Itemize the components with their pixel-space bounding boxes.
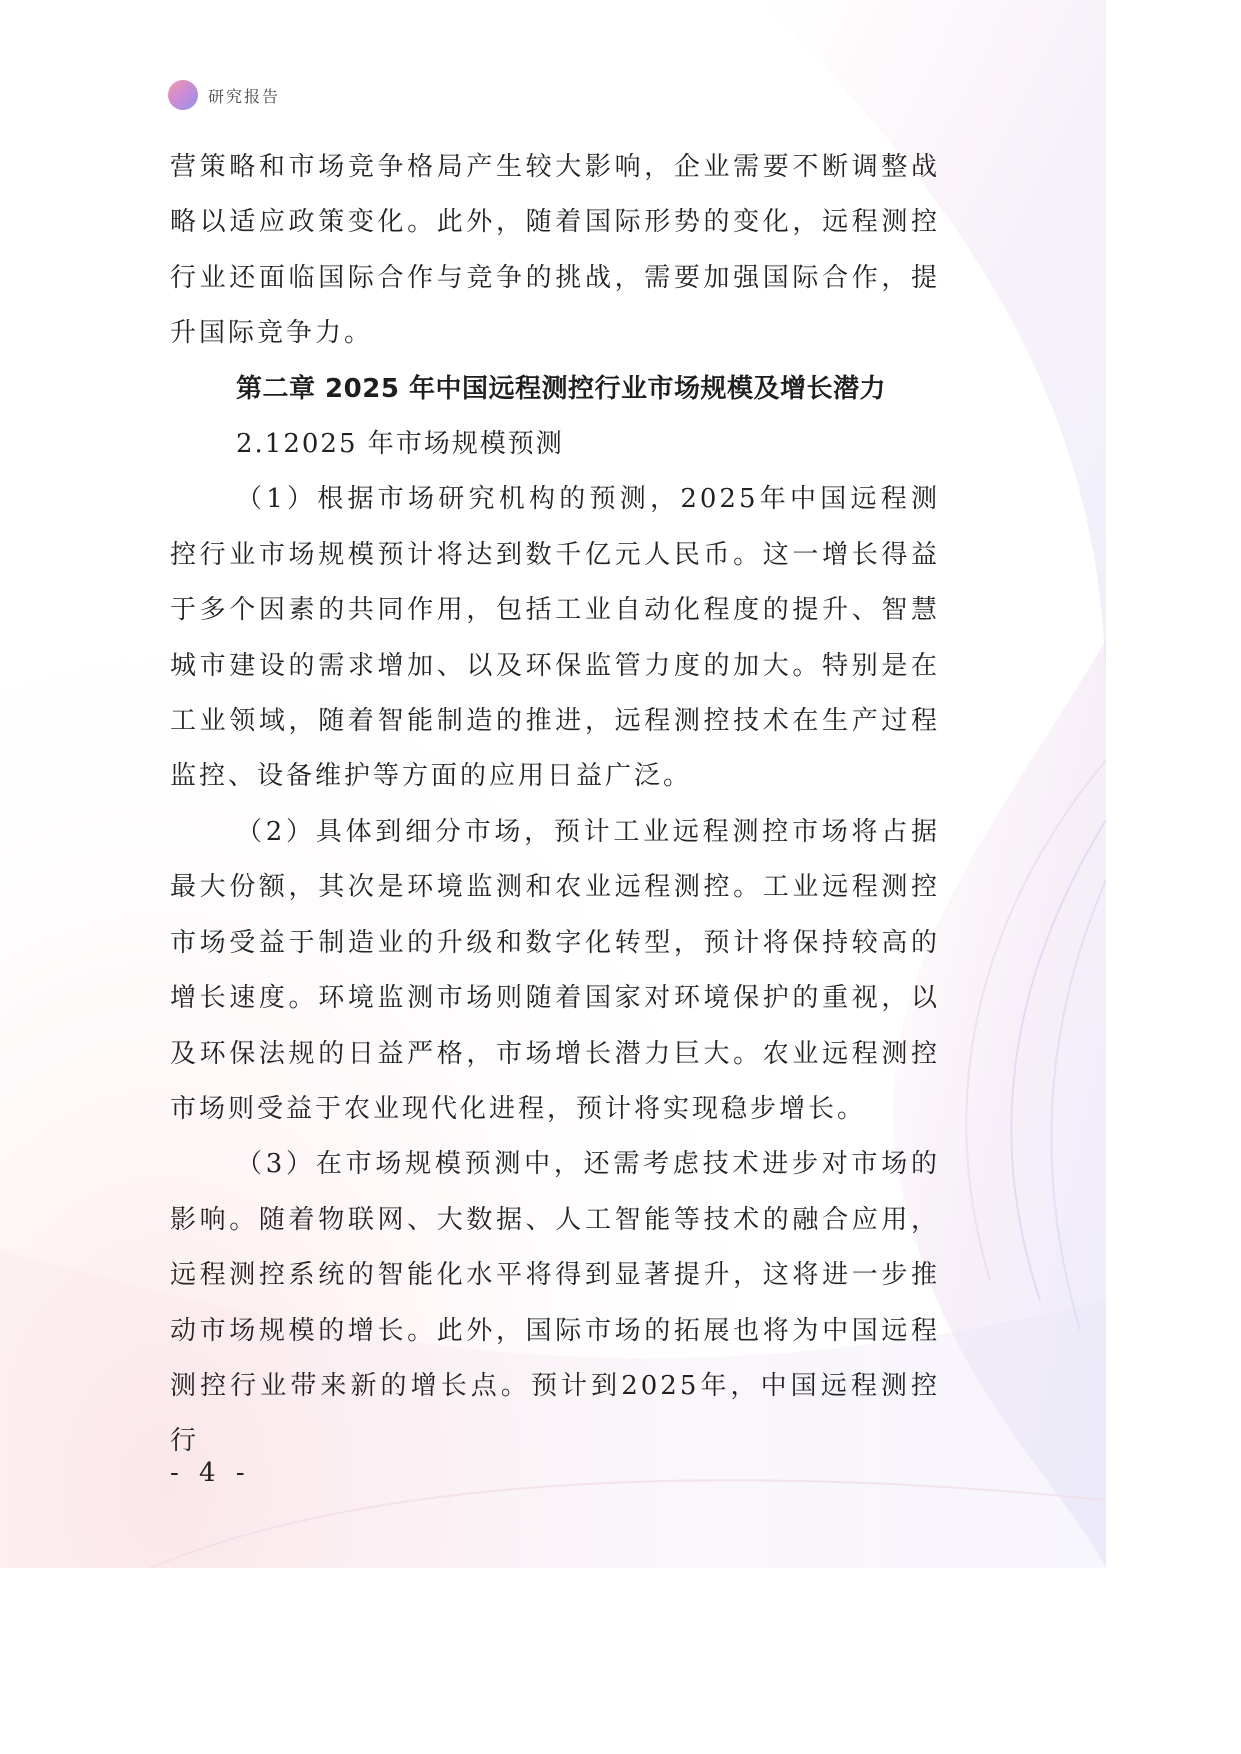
paragraph-2: （2）具体到细分市场，预计工业远程测控市场将占据最大份额，其次是环境监测和农业远程测控。工业远程测控市场受益于制造业的升级和数字化转型，预计将保持较高的增长速度。环境监测市场则随着国家对环境保护的重视，以及环保法规的日益严格，市场增长潜力巨大。农业远程测控市场则受益于农业现代化进程，预计将实现稳步增长。 [170,816,940,1124]
report-header [168,80,280,110]
chapter-title: 第二章 2025 年中国远程测控行业市场规模及增长潜力 [236,373,886,404]
header-title: 研究报告 [208,86,281,106]
page-number: - 4 - [170,1458,251,1488]
paragraph-3: （3）在市场规模预测中，还需考虑技术进步对市场的影响。随着物联网、大数据、人工智能等技术的融合应用，远程测控系统的智能化水平将得到显著提升，这将进一步推动市场规模的增长。此外，国际市场的拓展也将为中国远程测控行业带来新的增长点。预计到2025年，中国远程测控行 [170,1149,940,1457]
logo-icon [168,80,198,110]
paragraph-1: （1）根据市场研究机构的预测，2025年中国远程测控行业市场规模预计将达到数千亿元人民币。这一增长得益于多个因素的共同作用，包括工业自动化程度的提升、智慧城市建设的需求增加、以及环保监管力度的加大。特别是在工业领域，随着智能制造的推进，远程测控技术在生产过程监控、设备维护等方面的应用日益广泛。 [170,484,940,792]
intro-paragraph: 营策略和市场竞争格局产生较大影响，企业需要不断调整战略以适应政策变化。此外，随着国际形势的变化，远程测控行业还面临国际合作与竞争的挑战，需要加强国际合作，提升国际竞争力。 [170,152,940,349]
page-content [170,140,940,1470]
section-title: 2.12025 年市场规模预测 [236,429,564,460]
